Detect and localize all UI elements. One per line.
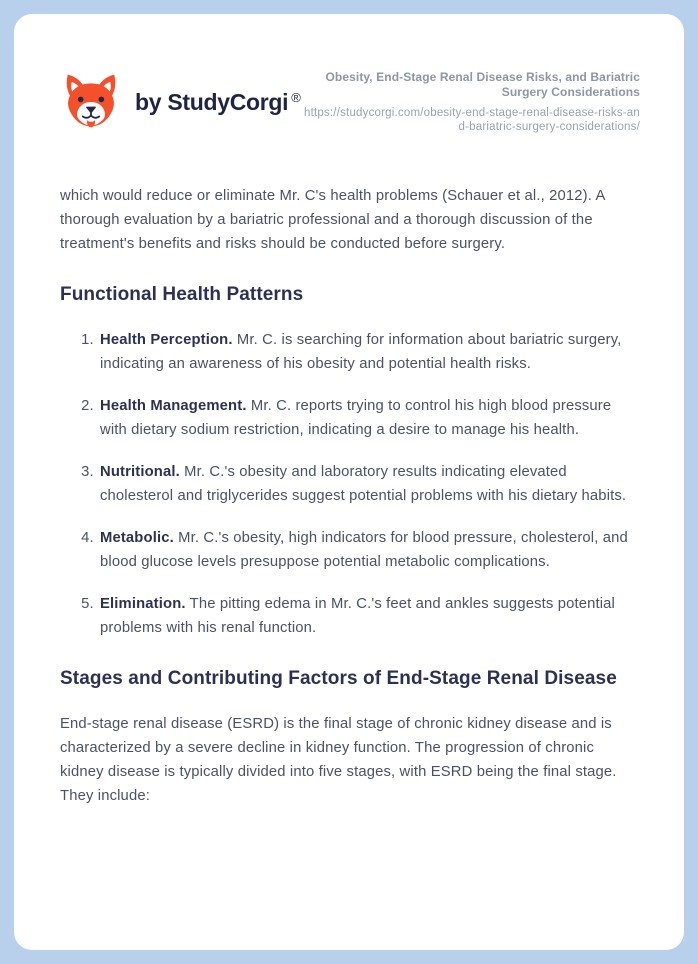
document-meta [301, 70, 640, 134]
list-item-health-management [98, 394, 640, 442]
intro-paragraph: which would reduce or eliminate Mr. C's health problems (Schauer et al., 2012). A thorough evaluation by a bariatric professional and a thorough discussion of the treatment's benefits and risks should be conducted before surgery. [60, 188, 605, 252]
section-heading-functional-health-patterns: Functional Health Patterns [60, 284, 304, 305]
list-item-metabolic [98, 526, 640, 574]
list-item-text: Mr. C.'s obesity, high indicators for blood pressure, cholesterol, and blood glucose levels presuppose potential metabolic complications. [100, 530, 628, 570]
studycorgi-brand [60, 72, 301, 132]
esrd-paragraph: End-stage renal disease (ESRD) is the final stage of chronic kidney disease and is characterized by a severe decline in kidney function. The progression of chronic kidney disease is typically divided into five stages, with ESRD being the final stage. They include: [60, 716, 617, 804]
list-item-elimination [98, 592, 640, 640]
document-card [14, 14, 684, 950]
list-item-term: Nutritional. [100, 464, 180, 480]
list-item-term: Health Management. [100, 398, 247, 414]
brand-text: by StudyCorgi [135, 88, 289, 115]
brand-wordmark [135, 89, 301, 116]
list-item-nutritional [98, 460, 640, 508]
functional-health-patterns-list [60, 328, 640, 640]
list-item-text: The pitting edema in Mr. C.'s feet and ankles suggests potential problems with his renal function. [100, 596, 615, 636]
document-header [60, 70, 640, 134]
list-item-text: Mr. C. is searching for information about bariatric surgery, indicating an awareness of his obesity and potential health risks. [100, 332, 622, 372]
list-item-health-perception [98, 328, 640, 376]
list-item-term: Elimination. [100, 596, 186, 612]
document-source-url[interactable]: https://studycorgi.com/obesity-end-stage-renal-disease-risks-and-bariatric-surgery-considerations/ [303, 107, 640, 133]
list-item-text: Mr. C. reports trying to control his high blood pressure with dietary sodium restriction, indicating a desire to manage his health. [100, 398, 612, 438]
list-item-term: Metabolic. [100, 530, 174, 546]
list-item-term: Health Perception. [100, 332, 233, 348]
list-item-text: Mr. C.'s obesity and laboratory results indicating elevated cholesterol and triglycerides suggest potential problems with his dietary habits. [100, 464, 627, 504]
corgi-logo-icon [60, 72, 122, 132]
section-heading-stages-esrd: Stages and Contributing Factors of End-Stage Renal Disease [60, 668, 617, 689]
registered-trademark-symbol: ® [291, 89, 301, 105]
document-title: Obesity, End-Stage Renal Disease Risks, and Bariatric Surgery Considerations [325, 70, 640, 99]
